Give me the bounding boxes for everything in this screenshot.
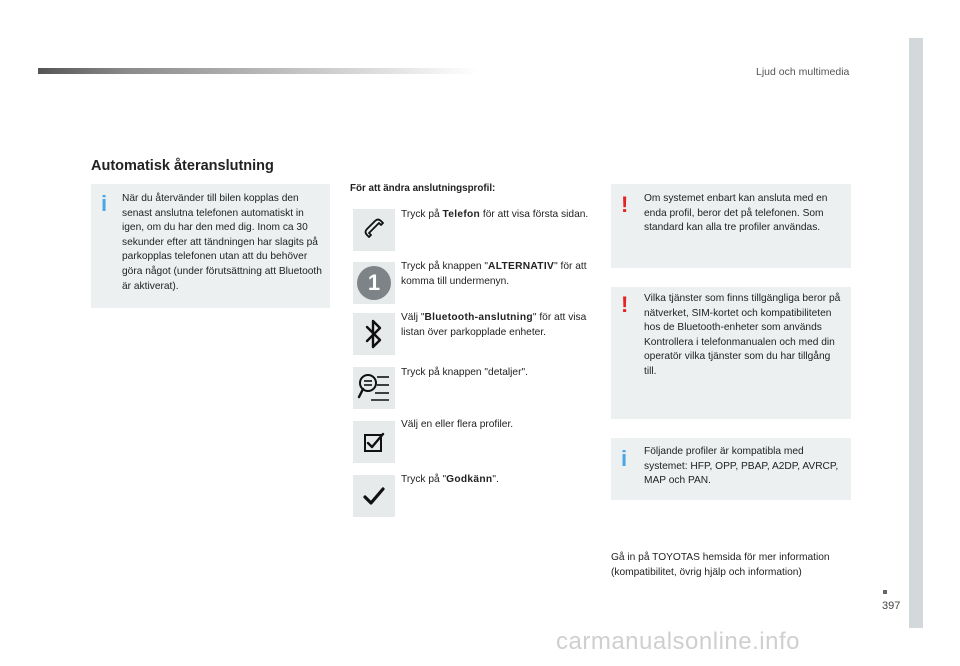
intro-info-box — [91, 184, 330, 308]
page-side-tab — [909, 38, 923, 628]
step-number-badge — [353, 262, 395, 304]
warning-icon: ! — [621, 192, 629, 217]
info-icon: i — [621, 446, 628, 471]
warning-box — [611, 184, 851, 268]
step-text: Välj en eller flera profiler. — [401, 419, 514, 430]
checkbox-icon — [353, 421, 395, 463]
step-text: Tryck på knappen "detaljer". — [401, 367, 528, 378]
phone-icon — [353, 209, 395, 251]
section-title: Ljud och multimedia — [756, 66, 850, 78]
footer-note: Gå in på TOYOTAS hemsida för mer information (kompatibilitet, övrig hjälp och information) — [611, 552, 830, 578]
checkmark-icon — [353, 475, 395, 517]
page-number: 397 — [882, 600, 901, 612]
step-number: 1 — [357, 266, 391, 300]
warning-icon: ! — [621, 292, 629, 317]
watermark: carmanualsonline.info — [556, 628, 800, 655]
info-box — [611, 438, 851, 500]
header-gradient-bar — [38, 68, 478, 74]
warning-box — [611, 287, 851, 419]
subheading: För att ändra anslutningsprofil: — [350, 183, 496, 194]
details-icon — [353, 367, 395, 409]
warning-text: Om systemet enbart kan ansluta med en enda profil, beror det på telefonen. Som standard kan alla tre profiler användas. — [644, 193, 828, 234]
warning-text: Vilka tjänster som finns tillgängliga beror på nätverket, SIM-kortet och kompatibiliteten hos de Bluetooth-enheter som används Kontrollera i telefonmanualen och med din operatör vilka tjänster som du har tillgång till. — [644, 293, 841, 377]
step-text: Tryck på Telefon för att visa första sidan. — [401, 209, 589, 220]
step-text: Välj "Bluetooth-anslutning" för att visa listan över parkopplade enheter. — [401, 312, 587, 338]
step-text: Tryck på "Godkänn". — [401, 474, 499, 485]
step-text: Tryck på knappen "ALTERNATIV" för att komma till undermenyn. — [401, 261, 587, 287]
bluetooth-icon — [353, 313, 395, 355]
info-icon: i — [101, 191, 108, 216]
info-text: Följande profiler är kompatibla med systemet: HFP, OPP, PBAP, A2DP, AVRCP, MAP och PAN. — [644, 446, 839, 487]
page-marker — [883, 590, 887, 594]
intro-info-text: När du återvänder till bilen kopplas den senast anslutna telefonen automatiskt in igen, om du har den med dig. Inom ca 30 sekunder efter att tändningen har slagits på parkopplas telefonen utan att du behöver göra något (under förutsättning att Bluetooth är aktiverat). — [122, 193, 322, 292]
page-title: Automatisk återanslutning — [91, 158, 274, 174]
